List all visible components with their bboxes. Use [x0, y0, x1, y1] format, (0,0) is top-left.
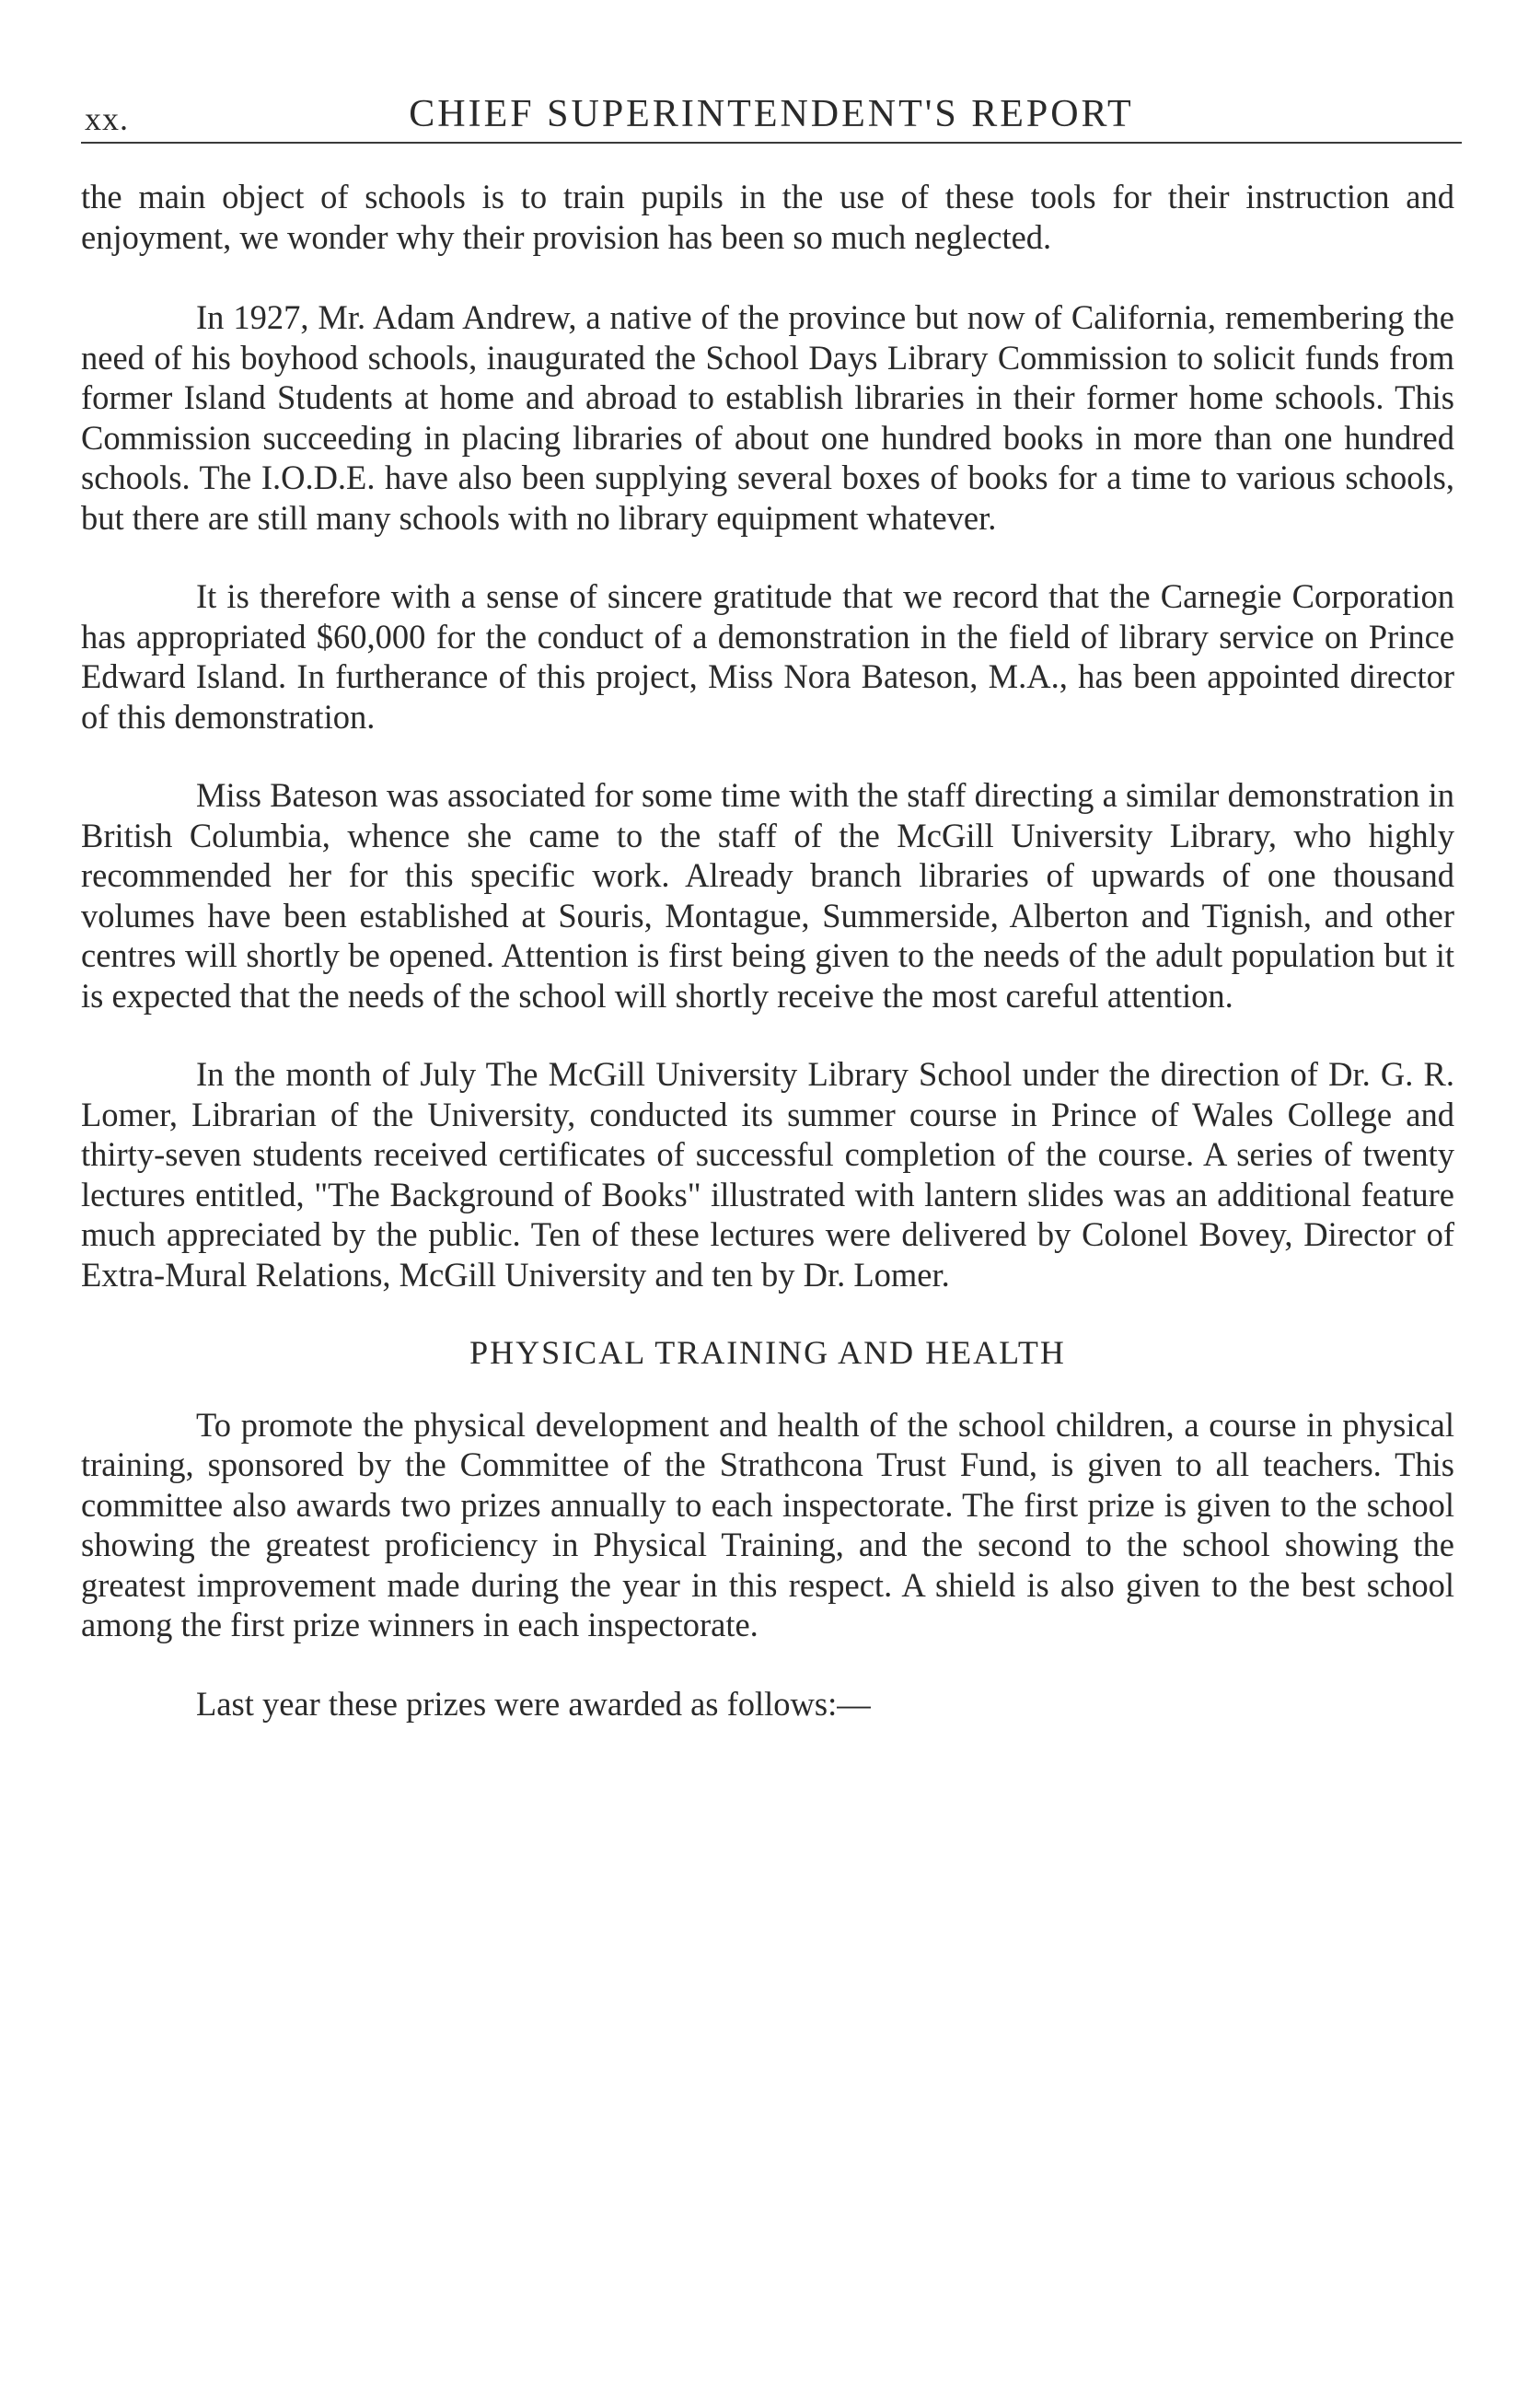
body-text: [81, 177, 1454, 1762]
paragraph-continuation: the main object of schools is to train pupils in the use of these tools for their instruction and enjoyment, we wonder why their provision has been so much neglected.: [81, 178, 1454, 256]
paragraph-carnegie-corporation: It is therefore with a sense of sincere gratitude that we record that the Carnegie Corporation has appropriated $60,000 for the conduct of a demonstration in the field of library service on Prince Edward Island. In furtherance of this project, Miss Nora Bateson, M.A., has been appointed director of this demonstration.: [81, 577, 1454, 736]
page-header: [81, 88, 1462, 144]
paragraph-prizes-intro: Last year these prizes were awarded as follows:—: [196, 1684, 871, 1723]
section-heading: PHYSICAL TRAINING AND HEALTH: [469, 1334, 1066, 1371]
paragraph-physical-training: To promote the physical development and health of the school children, a course in physical training, sponsored by the Committee of the Strathcona Trust Fund, is given to all teachers. This committee also awards two prizes annually to each inspectorate. The first prize is given to the school showing the greatest proficiency in Physical Training, and the second to the school showing the greatest improvement made during the year in this respect. A shield is also given to the best school among the first prize winners in each inspectorate.: [81, 1405, 1454, 1643]
running-title: CHIEF SUPERINTENDENT'S REPORT: [409, 93, 1134, 135]
page-number: xx.: [85, 100, 129, 137]
paragraph-school-days-library: In 1927, Mr. Adam Andrew, a native of the province but now of California, remembering the need of his boyhood schools, inaugurated the School Days Library Commission to solicit funds from former Island Students at home and abroad to establish libraries in their former home schools. This Commission succeeding in placing libraries of about one hundred books in more than one hundred schools. The I.O.D.E. have also been supplying several boxes of books for a time to various schools, but there are still many schools with no library equipment whatever.: [81, 298, 1454, 537]
paragraph-miss-bateson: Miss Bateson was associated for some time with the staff directing a similar demonstration in British Columbia, whence she came to the staff of the McGill University Library, who highly recommended her for this specific work. Already branch libraries of upwards of one thousand volumes have been established at Souris, Montague, Summerside, Alberton and Tignish, and other centres will shortly be opened. Attention is first being given to the needs of the adult population but it is expected that the needs of the school will shortly receive the most careful attention.: [81, 776, 1454, 1015]
paragraph-library-school: In the month of July The McGill University Library School under the direction of Dr. G. R. Lomer, Librarian of the University, conducted its summer course in Prince of Wales College and thirty-seven students received certificates of successful completion of the course. A series of twenty lectures entitled, "The Background of Books" illustrated with lantern slides was an additional feature much appreciated by the public. Ten of these lectures were delivered by Colonel Bovey, Director of Extra-Mural Relations, McGill University and ten by Dr. Lomer.: [81, 1055, 1454, 1294]
